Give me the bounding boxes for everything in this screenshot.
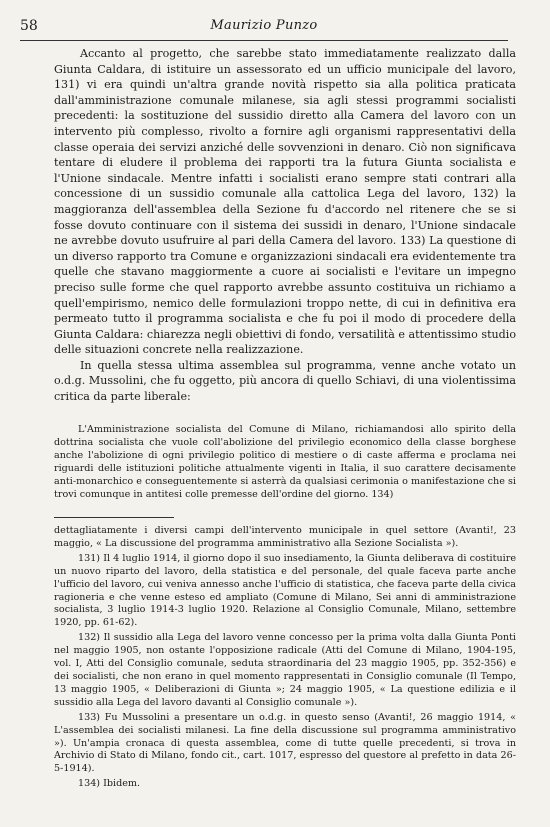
footnote: dettagliatamente i diversi campi dell'intervento municipale in quel settore (Avanti!, 23 maggio, « La discussione del programma amministrativo alla Sezione Socialista »). bbox=[54, 525, 516, 549]
footnote: 132) Il sussidio alla Lega del lavoro venne concesso per la prima volta dalla Giunta Ponti nel maggio 1905, non ostante l'opposizione radicale (Atti del Comune di Milano, 1904-195, vol. I, Atti del Consiglio comunale, seduta straordinaria del 23 maggio 1905, pp. 352-356) e dei socialisti, che non erano in quel momento rappresentati in Consiglio comunale (Il Tempo, 13 maggio 1905, « Deliberazioni di Giunta »; 24 maggio 1905, « La questione edilizia e il sussidio alla Lega del lavoro davanti al Consiglio comunale »). bbox=[54, 632, 516, 708]
page-number: 58 bbox=[20, 18, 38, 34]
footnotes bbox=[54, 525, 516, 793]
quote-text: L'Amministrazione socialista del Comune di Milano, richiamandosi allo spirito della dottrina socialista che vuole coll'abolizione del privilegio economico della classe borghese anche l'abolizione di ogni privilegio politico di mestiere o di caste afferma e proclama nei riguardi delle istituzioni politiche attualmente vigenti in Italia, il suo carattere decisamente anti-monarchico e conseguentemente si asterrà da qualsiasi cerimonia o manifestazione che si trovi comunque in antitesi colle premesse dell'ordine del giorno. 134) bbox=[54, 424, 516, 500]
running-title: Maurizio Punzo bbox=[210, 18, 318, 33]
block-quote bbox=[54, 424, 516, 501]
body-paragraph: Accanto al progetto, che sarebbe stato immediatamente realizzato dalla Giunta Caldara, di istituire un assessorato ed un ufficio municipale del lavoro, 131) vi era quindi un'altra grande novità rispetto sia alla politica praticata dall'amministrazione comunale milanese, sia agli stessi programmi socialisti precedenti: la sostituzione del sussidio diretto alla Camera del lavoro con un intervento più complesso, rivolto a fornire agli organismi rappresentativi della classe operaia dei servizi anziché delle sovvenzioni in denaro. Ciò non significava tentare di eludere il problema dei rapporti tra la futura Giunta socialista e l'Unione sindacale. Mentre infatti i socialisti erano sempre stati contrari alla concessione di un sussidio comunale alla cattolica Lega del lavoro, 132) la maggioranza dell'assemblea della Sezione fu d'accordo nel ritenere che se si fosse dovuto continuare con il sistema dei sussidi in denaro, l'Unione sindacale ne avrebbe dovuto usufruire al pari della Camera del lavoro. 133) La questione di un diverso rapporto tra Comune e organizzazioni sindacali era evidentemente tra quelle che stavano maggiormente a cuore ai socialisti e l'evitare un impegno preciso sulle forme che quel rapporto avrebbe assunto costituiva un richiamo a quell'empirismo, nemico delle formulazioni troppo nette, di cui in definitiva era permeato tutto il programma socialista e che fu poi il modo di procedere della Giunta Caldara: chiarezza negli obiettivi di fondo, versatilità e attentissimo studio delle situazioni concrete nella realizzazione. bbox=[54, 47, 516, 357]
main-text bbox=[54, 46, 516, 405]
footnote: 133) Fu Mussolini a presentare un o.d.g. in questo senso (Avanti!, 26 maggio 1914, « L'assemblea dei socialisti milanesi. La fine della discussione sul programma amministrativo »). Un'ampia cronaca di questa assemblea, come di tutte quelle precedenti, si trova in Archivio di Stato di Milano, fondo cit., cart. 1017, espresso del questore al prefetto in data 26-5-1914). bbox=[54, 711, 516, 775]
footnote-separator bbox=[54, 517, 174, 518]
body-paragraph: In quella stessa ultima assemblea sul programma, venne anche votato un o.d.g. Mussolini, che fu oggetto, più ancora di quello Schiavi, di una violentissima critica da parte liberale: bbox=[54, 358, 516, 404]
page-header bbox=[20, 16, 508, 41]
footnote: 131) Il 4 luglio 1914, il giorno dopo il suo insediamento, la Giunta deliberava di costituire un nuovo riparto del lavoro, della statistica e del personale, del quale faceva parte anche l'ufficio del lavoro, cui veniva annesso anche l'ufficio di statistica, che faceva parte della civica ragioneria e che venne esteso ed ampliato (Comune di Milano, Sei anni di amministrazione socialista, 3 luglio 1914-3 luglio 1920. Relazione al Consiglio Comunale, Milano, settembre 1920, pp. 61-62). bbox=[54, 552, 516, 629]
footnote: 134) Ibidem. bbox=[78, 778, 141, 790]
